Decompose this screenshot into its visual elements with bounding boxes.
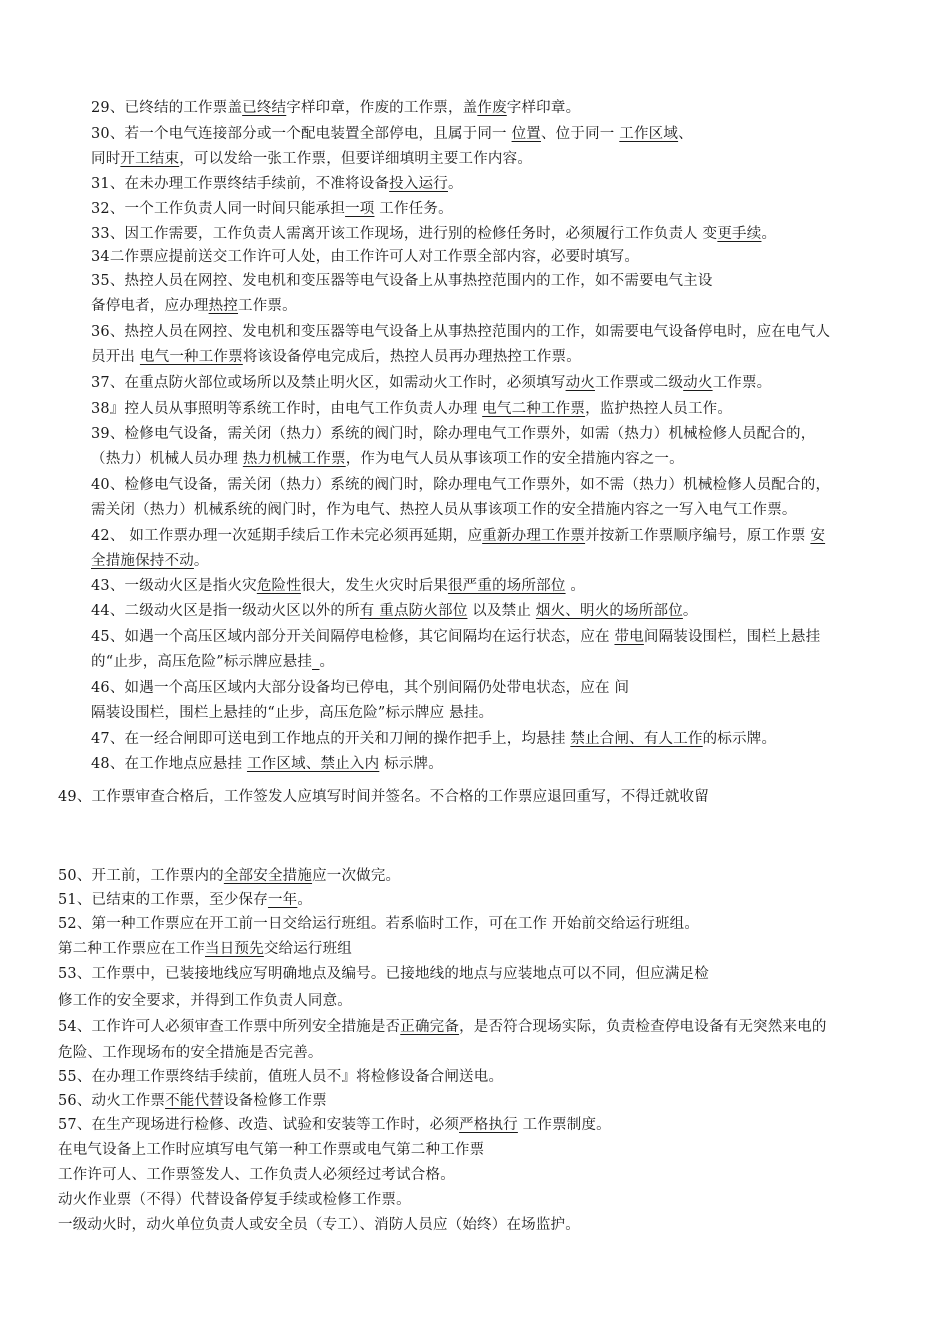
text-segment: 45、如遇一个高压区域内部分开关间隔停电检修，其它间隔均在运行状态，应在 xyxy=(91,629,615,645)
underlined-answer: 带电 xyxy=(614,629,644,645)
text-line xyxy=(91,678,629,698)
text-segment: 应一次做完。 xyxy=(312,868,401,884)
text-segment: 37、在重点防火部位或场所以及禁止明火区，如需动火工作时，必须填写 xyxy=(91,375,566,391)
text-line xyxy=(91,601,698,621)
text-segment: 34二作票应提前送交工作许可人处，由工作许可人对工作票全部内容，必要时填写。 xyxy=(91,249,640,265)
text-segment: 40、检修电气设备，需关闭（热力）系统的阀门时，除办理电气工作票外，如不需（热力）机械检修人员配合的， xyxy=(91,477,831,493)
text-segment: 在电气设备上工作时应填写电气第一种工作票或电气第二种工作票 xyxy=(58,1142,485,1158)
text-segment: 44、二级动火区是指一级动火区以外的所 xyxy=(91,603,360,619)
text-segment: 员开出 xyxy=(91,349,140,365)
text-segment: 、 xyxy=(678,126,693,142)
text-segment: 56、动火工作票 xyxy=(58,1093,166,1109)
text-segment: 54、工作许可人必须审查工作票中所列安全措施是否 xyxy=(58,1019,401,1035)
text-segment: 的“止步，高压危险”标示牌应悬挂 xyxy=(91,654,313,670)
text-line xyxy=(58,1043,323,1063)
text-segment: 交给运行班组 xyxy=(263,941,353,957)
text-segment: 将该设备停电完成后，热控人员再办理热控工作票。 xyxy=(242,349,581,365)
underlined-answer: 电气二种工作票 xyxy=(482,401,586,417)
text-segment: 39、检修电气设备，需关闭（热力）系统的阀门时，除办理电气工作票外，如需（热力）机械检修人员配合的， xyxy=(91,426,816,442)
underlined-answer: 动火 xyxy=(565,375,595,391)
text-line xyxy=(91,703,493,723)
text-line xyxy=(58,914,699,934)
text-segment: 32、一个工作负责人同一时间只能承担 xyxy=(91,201,346,217)
underlined-answer: 当日预先 xyxy=(205,941,264,957)
text-segment: 标示牌。 xyxy=(379,756,443,772)
underlined-answer: 热力机械工作票 xyxy=(242,451,346,467)
text-line xyxy=(91,729,776,749)
text-segment: 一级动火时，动火单位负责人或安全员（专工）、消防人员应（始终）在场监护。 xyxy=(58,1217,580,1233)
text-segment: 字样印章，作废的工作票，盖 xyxy=(286,100,478,116)
text-segment: ，是否符合现场实际，负责检查停电设备有无突然来电的 xyxy=(459,1019,827,1035)
text-line xyxy=(91,224,776,244)
text-segment: 46、如遇一个高压区域内大部分设备均已停电，其个别间隔仍处带电状态，应在 间 xyxy=(91,680,630,696)
underlined-answer: 严格执行 xyxy=(459,1117,518,1133)
text-line xyxy=(91,500,797,520)
text-segment: 30、若一个电气连接部分或一个配电装置全部停电，且属于同一 xyxy=(91,126,512,142)
text-segment: 。 xyxy=(682,603,698,619)
text-segment: 需关闭（热力）机械系统的阀门时，作为电气、热控人员从事该项工作的安全措施内容之一写入电气工作票。 xyxy=(91,502,797,518)
underlined-answer: 重新办理工作票 xyxy=(482,528,586,544)
text-segment: 同时 xyxy=(91,151,121,167)
underlined-answer: 电气一种工作票 xyxy=(139,349,243,365)
text-line xyxy=(91,424,815,444)
text-line xyxy=(58,991,352,1011)
text-line xyxy=(58,890,312,910)
underlined-answer: 工作区域、禁止入内 xyxy=(246,756,380,772)
text-segment: 。 xyxy=(761,226,777,242)
text-line xyxy=(91,475,830,495)
text-line xyxy=(58,1017,827,1037)
text-line xyxy=(91,347,581,367)
underlined-answer: 一项 xyxy=(345,201,375,217)
text-segment: 、位于同一 xyxy=(540,126,620,142)
text-segment: 。 xyxy=(565,578,586,594)
text-segment: 工作任务。 xyxy=(374,201,453,217)
text-line xyxy=(91,247,639,267)
underlined-answer: 已终结 xyxy=(242,100,287,116)
text-segment: 工作许可人、工作票签发人、工作负责人必须经过考试合格。 xyxy=(58,1167,455,1183)
underlined-answer: 烟火、明火的场所部位 xyxy=(535,603,683,619)
text-segment: 。 xyxy=(447,176,463,192)
text-line xyxy=(91,296,297,316)
text-line xyxy=(58,939,352,959)
underlined-answer: 动火 xyxy=(683,375,713,391)
text-segment: 42、 如工作票办理一次延期手续后工作未完必须再延期，应 xyxy=(91,528,483,544)
text-segment: 38』控人员从事照明等系统工作时，由电气工作负责人办理 xyxy=(91,401,483,417)
text-line xyxy=(91,576,585,596)
text-line xyxy=(91,627,820,647)
text-segment: 修工作的安全要求，并得到工作负责人同意。 xyxy=(58,993,352,1009)
text-line xyxy=(58,787,709,807)
text-segment: 工作票制度。 xyxy=(517,1117,611,1133)
underlined-answer: 更手续 xyxy=(717,226,762,242)
underlined-answer: 危险性 xyxy=(256,578,301,594)
text-segment: 47、在一经合闸即可送电到工作地点的开关和刀闸的操作把手上，均悬挂 xyxy=(91,731,571,747)
underlined-answer: 不能代替 xyxy=(165,1093,224,1109)
text-segment: 48、在工作地点应悬挂 xyxy=(91,756,247,772)
underlined-answer: 热控 xyxy=(208,298,239,314)
underlined-answer: 开工结束 xyxy=(120,151,180,167)
text-line xyxy=(91,199,453,219)
underlined-answer: 有 重点防火部位 xyxy=(359,603,468,619)
text-segment: 29、已终结的工作票盖 xyxy=(91,100,243,116)
text-line xyxy=(91,149,532,169)
underlined-answer: 工作区域 xyxy=(619,126,679,142)
text-segment: 第二种工作票应在工作 xyxy=(58,941,205,957)
text-line xyxy=(91,449,684,469)
text-segment: 51、已结束的工作票，至少保存 xyxy=(58,892,268,908)
text-segment: ，作为电气人员从事该项工作的安全措施内容之一。 xyxy=(345,451,684,467)
underlined-answer: _ xyxy=(312,654,320,670)
text-segment: 31、在未办理工作票终结手续前，不准将设备 xyxy=(91,176,390,192)
underlined-answer: 位置 xyxy=(511,126,541,142)
text-segment: 35、热控人员在网控、发电机和变压器等电气设备上从事热控范围内的工作，如不需要电气主设 xyxy=(91,273,713,289)
text-line xyxy=(91,98,580,118)
text-segment: 备停电者，应办理 xyxy=(91,298,209,314)
text-segment: 工作票。 xyxy=(238,298,297,314)
text-segment: 53、工作票中，已装接地线应写明确地点及编号。已接地线的地点与应装地点可以不同，但应满足检 xyxy=(58,966,709,982)
text-segment: 49、工作票审查合格后，工作签发人应填写时间并签名。不合格的工作票应退回重写，不得迁就收留 xyxy=(58,789,709,805)
text-line xyxy=(91,399,732,419)
underlined-answer: 禁止合闸、有人工作 xyxy=(570,731,703,747)
text-segment: 的标示牌。 xyxy=(702,731,777,747)
text-segment: 以及禁止 xyxy=(467,603,536,619)
text-segment: 字样印章。 xyxy=(506,100,581,116)
underlined-answer: 全部安全措施 xyxy=(223,868,313,884)
text-line xyxy=(58,1165,455,1185)
text-segment: 57、在生产现场进行检修、改造、试验和安装等工作时，必须 xyxy=(58,1117,460,1133)
text-line xyxy=(91,271,713,291)
text-line xyxy=(91,551,209,571)
underlined-answer: 投入运行 xyxy=(389,176,448,192)
underlined-answer: 一年 xyxy=(267,892,298,908)
text-line xyxy=(91,174,463,194)
text-segment: 间隔装设围栏，围栏上悬挂 xyxy=(643,629,821,645)
text-segment: 52、第一种工作票应在开工前一日交给运行班组。若系临时工作，可在工作 开始前交给运行班组。 xyxy=(58,916,700,932)
underlined-answer: 全措施保持不动 xyxy=(91,553,194,569)
text-segment: 工作票。 xyxy=(712,375,772,391)
text-segment: 36、热控人员在网控、发电机和变压器等电气设备上从事热控范围内的工作，如需要电气设备停电时，应在电气人 xyxy=(91,324,831,340)
text-segment: 33、因工作需要，工作负责人需离开该工作现场，进行别的检修任务时，必须履行工作负责人 变 xyxy=(91,226,718,242)
text-line xyxy=(91,526,825,546)
text-segment: 43、一级动火区是指火灾 xyxy=(91,578,257,594)
text-line xyxy=(58,1067,503,1087)
text-segment: 工作票或二级 xyxy=(594,375,684,391)
text-line xyxy=(58,1215,580,1235)
text-segment: 设备检修工作票 xyxy=(223,1093,327,1109)
text-line xyxy=(58,1091,327,1111)
text-segment: 。 xyxy=(297,892,313,908)
text-segment: ，监护热控人员工作。 xyxy=(585,401,733,417)
text-line xyxy=(58,964,709,984)
text-segment: 并按新工作票顺序编号，原工作票 xyxy=(585,528,811,544)
text-segment: ，可以发给一张工作票，但要详细填明主要工作内容。 xyxy=(179,151,533,167)
underlined-answer: 很严重的场所部位 xyxy=(447,578,566,594)
text-line xyxy=(91,322,830,342)
underlined-answer: 正确完备 xyxy=(400,1019,460,1035)
text-line xyxy=(58,1190,411,1210)
text-segment: 55、在办理工作票终结手续前，值班人员不』将检修设备合闸送电。 xyxy=(58,1069,504,1085)
text-segment: 动火作业票（不得）代替设备停复手续或检修工作票。 xyxy=(58,1192,411,1208)
text-segment: 危险、工作现场布的安全措施是否完善。 xyxy=(58,1045,323,1061)
text-line xyxy=(91,754,443,774)
text-line xyxy=(91,373,771,393)
text-line xyxy=(58,1140,484,1160)
text-segment: 很大，发生火灾时后果 xyxy=(300,578,448,594)
text-line xyxy=(58,1115,611,1135)
text-line xyxy=(91,124,693,144)
text-segment: 50、开工前，工作票内的 xyxy=(58,868,224,884)
text-line xyxy=(91,652,334,672)
underlined-answer: 作废 xyxy=(477,100,507,116)
text-segment: （热力）机械人员办理 xyxy=(91,451,243,467)
underlined-answer: 安 xyxy=(810,528,826,544)
text-segment: 隔装设围栏，围栏上悬挂的“止步，高压危险”标示牌应 悬挂。 xyxy=(91,705,494,721)
text-segment: 。 xyxy=(193,553,209,569)
text-line xyxy=(58,866,400,886)
text-segment: 。 xyxy=(319,654,335,670)
